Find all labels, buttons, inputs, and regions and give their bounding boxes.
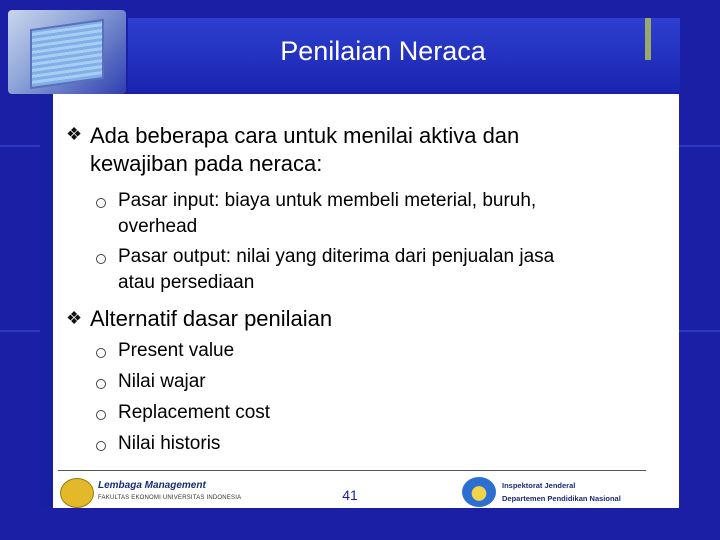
- footer-divider: [58, 470, 646, 471]
- subpoint-1-2-line-1: Pasar output: nilai yang diterima dari penjualan jasa: [118, 246, 555, 267]
- footer-right-name: Inspektorat Jenderal: [502, 481, 576, 490]
- circle-bullet-icon: [96, 410, 106, 420]
- subpoint-1-1-line-1: Pasar input: biaya untuk membeli meterial, buruh,: [118, 190, 537, 211]
- diamond-bullet-icon: ❖: [66, 124, 83, 144]
- monitor-screen: [30, 19, 104, 89]
- monitor-graphic: [8, 10, 126, 94]
- point-1-line-2: kewajiban pada neraca:: [90, 151, 323, 176]
- circle-bullet-icon: [96, 198, 106, 208]
- subpoint-1-2-line-2: atau persediaan: [118, 272, 255, 293]
- footer-left-name: Lembaga Management: [98, 480, 206, 491]
- subpoint-2-1: Present value: [118, 340, 235, 361]
- title-accent-bar: [645, 18, 651, 60]
- subpoint-1-1-line-2: overhead: [118, 216, 198, 237]
- slide-title: Penilaian Neraca: [280, 36, 486, 66]
- subpoint-2-2: Nilai wajar: [118, 371, 206, 392]
- page-number: 41: [342, 487, 358, 503]
- footer-left-subtitle: FAKULTAS EKONOMI UNIVERSITAS INDONESIA: [98, 495, 242, 501]
- point-2-line-1: Alternatif dasar penilaian: [90, 306, 333, 331]
- footer-right-subtitle: Departemen Pendidikan Nasional: [502, 494, 621, 503]
- circle-bullet-icon: [96, 379, 106, 389]
- university-seal-icon: [60, 478, 94, 508]
- circle-bullet-icon: [96, 254, 106, 264]
- circle-bullet-icon: [96, 441, 106, 451]
- ministry-logo-icon: [462, 477, 496, 507]
- content-left-edge: [40, 94, 53, 508]
- circle-bullet-icon: [96, 348, 106, 358]
- subpoint-2-4: Nilai historis: [118, 433, 221, 454]
- point-1-line-1: Ada beberapa cara untuk menilai aktiva dan: [90, 123, 520, 148]
- diamond-bullet-icon: ❖: [66, 308, 83, 328]
- subpoint-2-3: Replacement cost: [118, 402, 271, 423]
